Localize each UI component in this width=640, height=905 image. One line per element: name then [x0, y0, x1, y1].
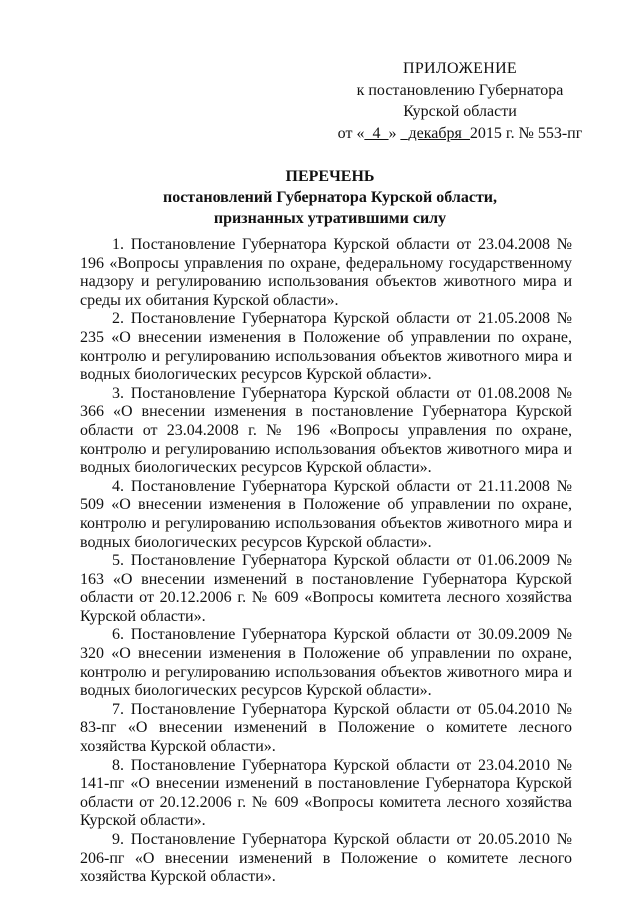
list-item-1: 1. Постановление Губернатора Курской области от 23.04.2008 № 196 «Вопросы управления по охране, федеральному государственному надзору и регулированию использования объектов животного мира и среды их обитания Курской области». — [80, 236, 572, 309]
resolutions-list — [80, 236, 572, 887]
appendix-line-2: Курской области — [403, 103, 517, 120]
title-line-2: постановлений Губернатора Курской области, — [162, 189, 498, 206]
list-item-5: 5. Постановление Губернатора Курской области от 01.06.2009 № 163 «О внесении изменений в постановление Губернатора Курской области от 20.12.2006 г. № 609 «Вопросы комитета лесного хозяйства Курской области». — [80, 552, 572, 625]
date-month: _декабря_ — [400, 124, 470, 142]
list-item-9: 9. Постановление Губернатора Курской области от 20.05.2010 № 206-пг «О внесении изменений в Положение о комитете лесного хозяйства Курской области». — [80, 831, 572, 886]
date-day: _4_ — [364, 124, 389, 142]
appendix-line-1: к постановлению Губернатора — [356, 81, 564, 99]
title-line-3: признанных утратившими силу — [213, 210, 447, 227]
list-item-2: 2. Постановление Губернатора Курской области от 21.05.2008 № 235 «О внесении изменения в Положение об управлении по охране, контролю и регулированию использования объектов животного мира и водных биологических ресурсов Курской области». — [80, 310, 572, 384]
list-item-3: 3. Постановление Губернатора Курской области от 01.08.2008 № 366 «О внесении изменения в постановление Губернатора Курской области от 23.04.2008 г. № 196 «Вопросы управления по охране, контролю и регулированию использования объектов животного мира и водных биологических ресурсов Курской области». — [80, 384, 572, 477]
appendix-date-line — [330, 123, 590, 145]
list-item-7: 7. Постановление Губернатора Курской области от 05.04.2010 № 83-пг «О внесении изменений в Положение о комитете лесного хозяйства Курской области». — [80, 700, 572, 756]
document-title — [80, 166, 580, 229]
list-item-4: 4. Постановление Губернатора Курской области от 21.11.2008 № 509 «О внесении изменения в Положение об управлении по охране, контролю и регулированию использования объектов животного мира и водных биологических ресурсов Курской области». — [80, 477, 572, 551]
appendix-header — [330, 58, 590, 144]
date-day-close: » — [388, 124, 397, 142]
list-item-8: 8. Постановление Губернатора Курской области от 23.04.2010 № 141-пг «О внесении изменений в постановление Губернатора Курской области от 20.12.2006 г. № 609 «Вопросы комитета лесного хозяйства Курской области». — [80, 756, 572, 830]
list-item-6: 6. Постановление Губернатора Курской области от 30.09.2009 № 320 «О внесении изменения в Положение об управлении по охране, контролю и регулированию использования объектов животного мира и водных биологических ресурсов Курской области». — [80, 626, 572, 700]
appendix-heading: ПРИЛОЖЕНИЕ — [402, 60, 517, 77]
date-year-number: 2015 г. № 553-пг — [469, 124, 583, 142]
title-line-1: ПЕРЕЧЕНЬ — [285, 168, 375, 185]
date-prefix: от « — [337, 124, 365, 142]
